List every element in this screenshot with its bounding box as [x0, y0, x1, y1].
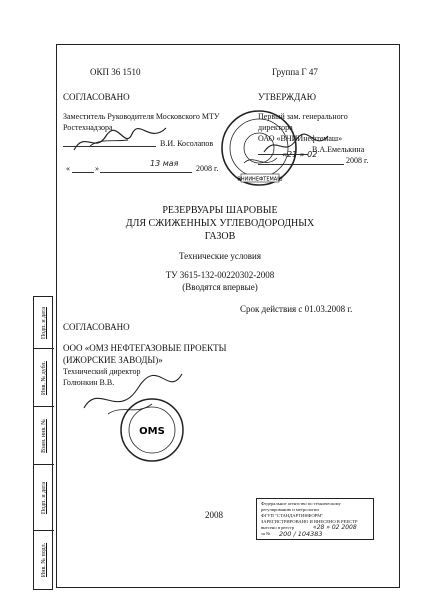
okp-code: ОКП 36 1510: [90, 67, 141, 77]
stamp-line-2: регулированию и метрологии: [261, 507, 319, 512]
right-date-handwritten: «21 » 02: [282, 150, 318, 159]
document-title-3: ГАЗОВ: [204, 231, 236, 242]
right-approval-position-2: директора: [258, 123, 293, 132]
strip-cell-inv-dubl: Инв. № дубл.: [34, 349, 54, 407]
footer-year: 2008: [205, 510, 223, 520]
left-approval-title: СОГЛАСОВАНО: [63, 92, 130, 102]
document-title-2: ДЛЯ СЖИЖЕННЫХ УГЛЕВОДОРОДНЫХ: [125, 218, 315, 229]
strip-cell-vzam-inv: Взам. инв. №: [34, 407, 54, 465]
right-approval-org: ОАО «ВНИИнефтемаш»: [258, 134, 343, 143]
left-date-month-line: [100, 172, 192, 173]
stamp-date: «28 » 02 2008: [313, 524, 357, 531]
stamp-number: 200 / 104383: [279, 530, 323, 538]
left-date-open: «: [66, 164, 70, 173]
bottom-approval-org-2: (ИЖОРСКИЕ ЗАВОДЫ)»: [63, 355, 163, 365]
document-validity: Срок действия с 01.03.2008 г.: [240, 304, 353, 314]
left-approval-position-1: Заместитель Руководителя Московского МТУ: [63, 112, 220, 121]
registration-stamp: [256, 498, 374, 540]
right-approval-title: УТВЕРЖДАЮ: [258, 92, 317, 102]
right-date-year: 2008 г.: [346, 156, 369, 165]
document-introduced: (Вводятся впервые): [182, 282, 258, 292]
bottom-approval-org-1: ООО «ОМЗ НЕФТЕГАЗОВЫЕ ПРОЕКТЫ: [63, 343, 227, 353]
bottom-round-seal: [118, 396, 186, 464]
left-approval-name: В.И. Косолапов: [160, 139, 214, 148]
stamp-line-4: ЗАРЕГИСТРИРОВАНО И ВНЕСЕНО В РЕЕСТР: [261, 519, 358, 524]
left-date-year: 2008 г.: [196, 164, 219, 173]
left-date-close: »: [95, 164, 99, 173]
bottom-approval-name: Голюнкин В.В.: [63, 378, 115, 387]
stamp-line-5: внесено в реестр: [261, 525, 295, 530]
document-code: ТУ 3615-132-00220302-2008: [165, 270, 275, 280]
document-subtitle: Технические условия: [178, 251, 262, 261]
left-signature: [70, 120, 170, 160]
left-approval-position-2: Ростехнадзора: [63, 123, 113, 132]
stamp-line-1: Федеральное агентство по техническому: [261, 501, 341, 506]
left-date-handwritten: 13 мая: [150, 159, 179, 168]
right-approval-name: В.А.Емелькина: [312, 145, 365, 154]
left-date-day-line: [72, 172, 94, 173]
group-code: Группа Г 47: [272, 67, 318, 77]
side-strip: [33, 296, 53, 590]
strip-cell-podp-data-top: Подп. и дата: [34, 297, 54, 349]
right-seal-text: ВНИИНЕФТЕМАШ: [237, 176, 283, 183]
stamp-number-prefix: за №: [261, 531, 271, 536]
bottom-approval-title: СОГЛАСОВАНО: [63, 322, 130, 332]
document-title-1: РЕЗЕРВУАРЫ ШАРОВЫЕ: [162, 205, 278, 216]
strip-cell-podp-data-bottom: Подп. и дата: [34, 465, 54, 531]
right-approval-position-1: Первый зам. генерального: [258, 112, 348, 121]
strip-cell-inv-podl: Инв. № подл.: [41, 542, 47, 578]
bottom-approval-position: Технический директор: [63, 367, 141, 376]
right-signature: [262, 130, 332, 160]
stamp-line-3: ФГУП "СТАНДАРТИНФОРМ": [261, 513, 324, 518]
bottom-seal-text: OMS: [139, 426, 165, 437]
